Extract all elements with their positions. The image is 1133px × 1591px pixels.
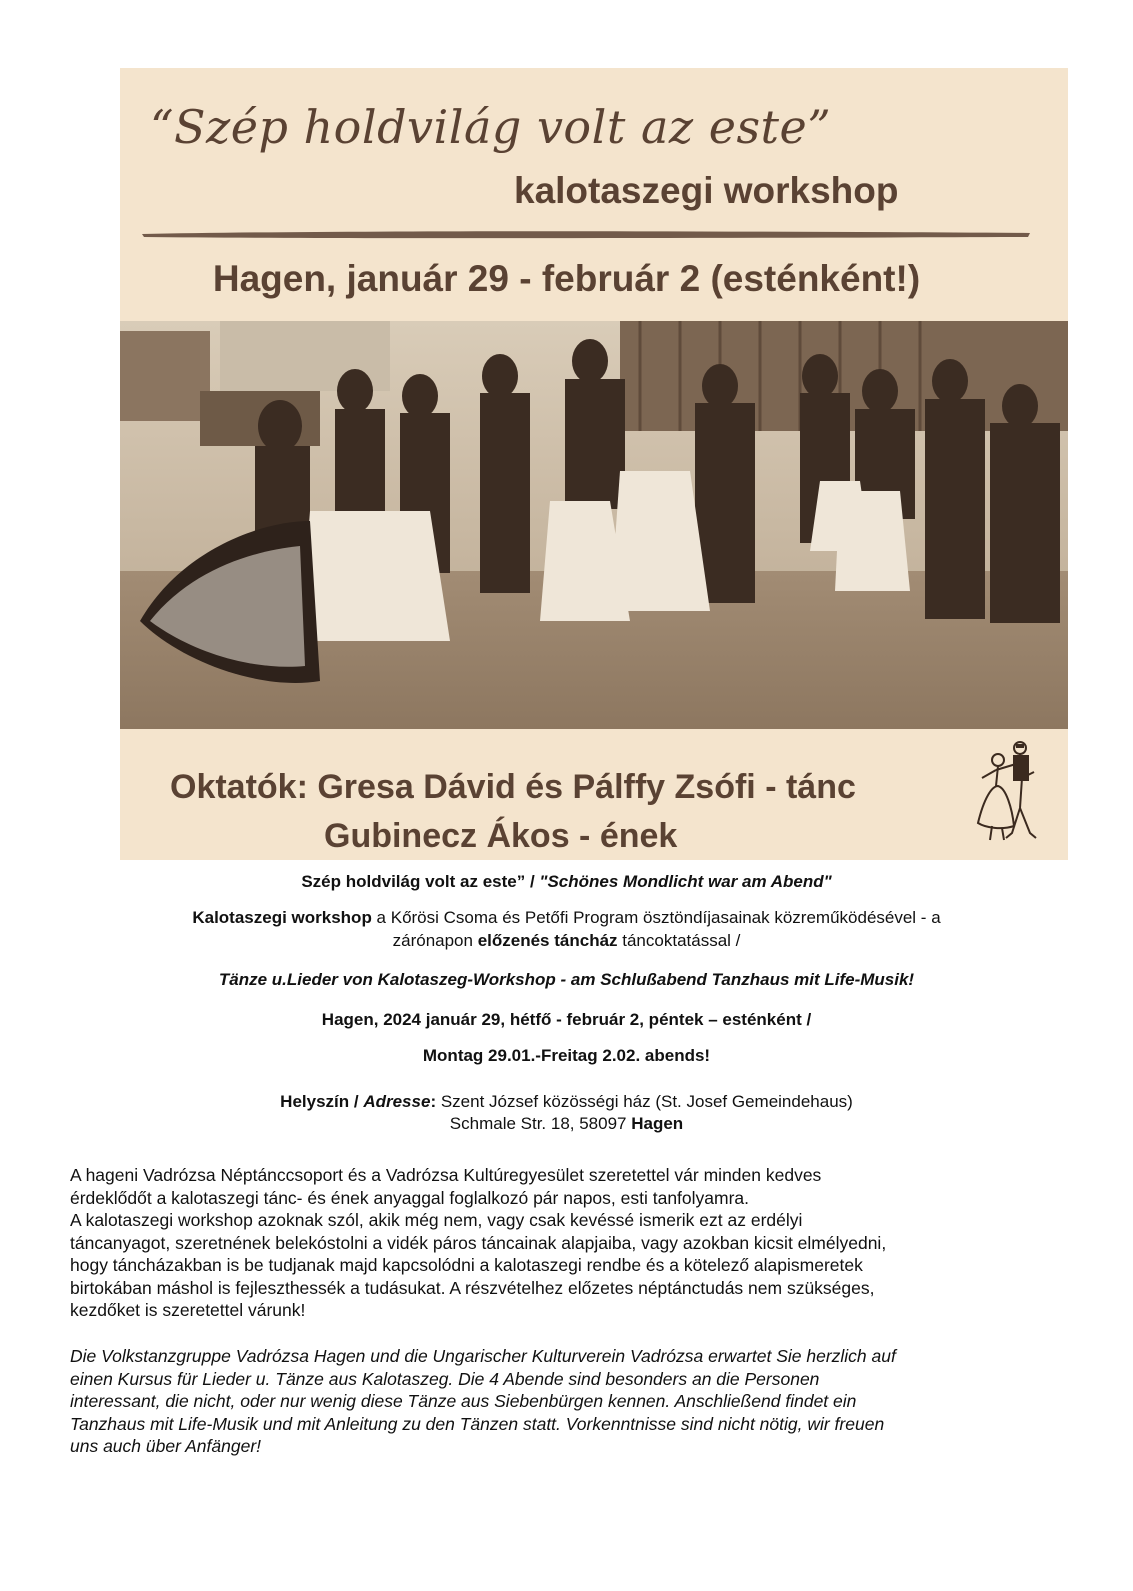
body-hu-line: érdeklődőt a kalotaszegi tánc- és ének anyaggal foglalkozó pár napos, esti tanfolyamra.	[70, 1187, 750, 1208]
workshop-line-1	[0, 907, 1133, 929]
body-de-line: Tanzhaus mit Life-Musik und mit Anleitung zu den Tänzen statt. Vorkenntnisse sind nicht nötig, wir freuen	[70, 1413, 885, 1434]
workshop-text-2b: táncoktatással /	[617, 931, 741, 950]
event-subtitle: kalotaszegi workshop	[514, 170, 899, 211]
date-hungarian: Hagen, 2024 január 29, hétfő - február 2, péntek – esténként /	[321, 1010, 812, 1029]
body-hu-line: táncanyagot, szeretnének belekóstolni a vidék páros táncainak alapjaiba, vagy azokban kicsit elmélyedni,	[70, 1232, 887, 1253]
workshop-line-2	[0, 930, 1133, 952]
german-description: Tänze u.Lieder von Kalotaszeg-Workshop - am Schlußabend Tanzhaus mit Life-Musik!	[218, 970, 915, 989]
body-hu-line: A kalotaszegi workshop azoknak szól, akik még nem, vagy csak kevéssé ismerik ezt az erdélyi	[70, 1210, 803, 1230]
event-title-hu: Szép holdvilág volt az este”	[301, 872, 526, 891]
title-separator: /	[525, 872, 540, 891]
event-title-script: “Szép holdvilág volt az este”	[150, 100, 832, 154]
event-dates-heading: Hagen, január 29 - február 2 (esténként!)	[212, 258, 921, 299]
body-de-line: einen Kursus für Lieder u. Tänze aus Kalotaszeg. Die 4 Abende sind besonders an die Personen	[70, 1368, 820, 1389]
workshop-tanchaz: előzenés táncház	[477, 931, 618, 950]
instructors-line: Oktatók: Gresa Dávid és Pálffy Zsófi - tánc	[170, 768, 856, 806]
brush-stroke-divider	[140, 228, 1032, 240]
body-hu-line: A hageni Vadrózsa Néptánccsoport és a Vadrózsa Kultúregyesület szeretettel vár minden kedves	[70, 1165, 822, 1185]
body-german	[70, 1345, 1045, 1458]
body-hu-line: hogy táncházakban is be tudjanak majd kapcsolódni a kalotaszegi rendbe és a kötelező alapismeretek	[70, 1255, 863, 1275]
venue-colon: :	[430, 1092, 437, 1111]
body-de-line: interessant, die nicht, oder nur wenig diese Tänze aus Siebenbürgen kennen. Anschließend findet ein	[70, 1391, 857, 1411]
dancing-couple-icon	[972, 738, 1044, 846]
body-de-line: uns auch über Anfänger!	[70, 1436, 262, 1456]
body-hu-line: birtokában máshol is fejleszthessék a tudásukat. A részvételhez előzetes néptánctudás nem szükséges,	[70, 1277, 875, 1298]
venue-label-hu: Helyszín	[280, 1092, 350, 1111]
venue-address	[0, 1113, 1133, 1135]
venue-label-sep: /	[349, 1092, 364, 1111]
event-title-de: "Schönes Mondlicht war am Abend"	[539, 872, 832, 891]
body-hu-line: kezdőket is szeretettel várunk!	[70, 1300, 306, 1320]
venue-line	[0, 1091, 1133, 1113]
venue-city: Hagen	[631, 1114, 684, 1133]
folk-dancers-photo	[120, 321, 1068, 729]
workshop-text-1: a Kőrösi Csoma és Petőfi Program ösztöndíjasainak közreműködésével - a	[371, 908, 941, 927]
date-german: Montag 29.01.-Freitag 2.02. abends!	[422, 1046, 711, 1065]
event-title-line	[0, 871, 1133, 893]
venue-street: Schmale Str. 18, 58097	[449, 1114, 632, 1133]
body-de-line: Die Volkstanzgruppe Vadrózsa Hagen und die Ungarischer Kulturverein Vadrózsa erwartet Sie herzlich auf	[70, 1346, 896, 1366]
workshop-label: Kalotaszegi workshop	[192, 908, 372, 927]
venue-label-de: Adresse	[363, 1092, 431, 1111]
body-hungarian	[70, 1164, 1045, 1322]
singer-line: Gubinecz Ákos - ének	[324, 817, 678, 855]
venue-name: Szent József közösségi ház (St. Josef Gemeindehaus)	[436, 1092, 853, 1111]
workshop-text-2a: zárónapon	[392, 931, 478, 950]
